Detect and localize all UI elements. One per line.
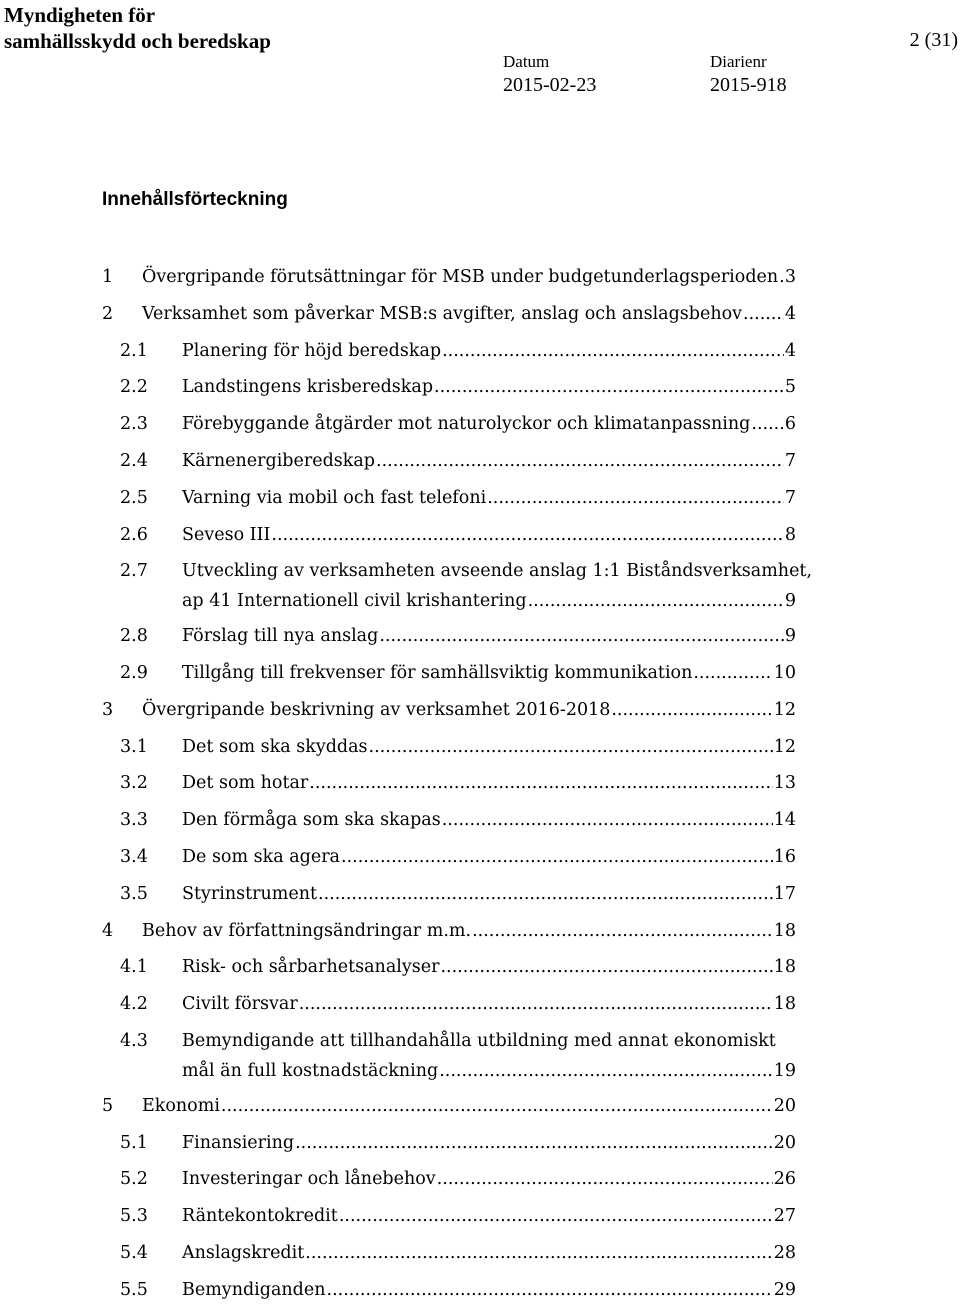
- diarienr-value: 2015-918: [710, 74, 787, 96]
- toc-entry-title: ap 41 Internationell civil krishantering: [182, 591, 527, 611]
- toc-entry-number: 5.5: [120, 1280, 148, 1300]
- toc-entry[interactable]: [120, 732, 796, 762]
- toc-dot-leader: [440, 952, 772, 982]
- toc-dot-leader: [376, 446, 784, 476]
- toc-entry-number: 2.8: [120, 626, 148, 646]
- toc-entry-page: 26: [773, 1169, 796, 1189]
- toc-entry[interactable]: [102, 1091, 796, 1121]
- diarienr-block: [710, 52, 787, 98]
- toc-entry-title: Risk- och sårbarhetsanalyser: [182, 957, 440, 977]
- toc-dot-leader: [611, 695, 772, 725]
- toc-dot-leader: [693, 658, 772, 688]
- toc-entry-page: 13: [773, 773, 796, 793]
- toc-entry-number: 2.4: [120, 451, 148, 471]
- page-number: 2 (31): [909, 29, 958, 51]
- toc-entry-title-line1: Bemyndigande att tillhandahålla utbildning med annat ekonomiskt: [182, 1031, 776, 1051]
- toc-entry-page: 20: [773, 1096, 796, 1116]
- toc-entry[interactable]: [120, 1026, 796, 1086]
- toc-entry-number: 2.3: [120, 414, 148, 434]
- toc-entry-page: 18: [773, 957, 796, 977]
- toc-entry[interactable]: [120, 483, 796, 513]
- toc-entry[interactable]: [120, 842, 796, 872]
- toc-entry-title: Anslagskredit: [182, 1243, 305, 1263]
- toc-entry-number: 3.3: [120, 810, 148, 830]
- toc-entry-number: 5.4: [120, 1243, 148, 1263]
- toc-entry-number: 1: [102, 267, 114, 287]
- toc-entry[interactable]: [120, 520, 796, 550]
- toc-entry-page: 14: [773, 810, 796, 830]
- toc-entry-page: 5: [784, 377, 796, 397]
- toc-entry-title-line1: Utveckling av verksamheten avseende anslag 1:1 Biståndsverksamhet,: [182, 561, 813, 581]
- toc-entry-page: 12: [773, 737, 796, 757]
- toc-entry[interactable]: [102, 695, 796, 725]
- toc-dot-leader: [309, 768, 772, 798]
- toc-entry-title: Finansiering: [182, 1133, 295, 1153]
- toc-entry-page: 18: [773, 994, 796, 1014]
- toc-entry-page: 10: [773, 663, 796, 683]
- toc-entry-number: 2.1: [120, 341, 148, 361]
- toc-entry-number: 3.1: [120, 737, 148, 757]
- toc-entry[interactable]: [120, 372, 796, 402]
- toc-entry-title: Tillgång till frekvenser för samhällsviktig kommunikation: [182, 663, 693, 683]
- toc-entry-number: 5.1: [120, 1133, 148, 1153]
- toc-dot-leader: [221, 1091, 773, 1121]
- diarienr-label: Diarienr: [710, 52, 767, 71]
- toc-entry[interactable]: [120, 879, 796, 909]
- toc-entry-number: 2.2: [120, 377, 148, 397]
- toc-entry-number: 2.7: [120, 561, 148, 581]
- toc-entry-title: Det som ska skyddas: [182, 737, 368, 757]
- toc-entry-page: 8: [784, 525, 796, 545]
- toc-entry-title: Övergripande förutsättningar för MSB under budgetunderlagsperioden: [142, 267, 779, 287]
- toc-entry[interactable]: [102, 299, 796, 329]
- toc-entry-page: 12: [773, 700, 796, 720]
- toc-entry-number: 5: [102, 1096, 114, 1116]
- toc-entry-page: 17: [773, 884, 796, 904]
- toc-entry-title: Det som hotar: [182, 773, 309, 793]
- toc-entry-number: 4: [102, 921, 114, 941]
- toc-dot-leader: [472, 916, 773, 946]
- toc-dot-leader: [439, 1056, 773, 1086]
- toc-dot-leader: [442, 805, 773, 835]
- toc-entry-title: Övergripande beskrivning av verksamhet 2016-2018: [142, 700, 611, 720]
- toc-dot-leader: [379, 621, 784, 651]
- toc-dot-leader: [271, 520, 783, 550]
- toc-entry-page: 18: [773, 921, 796, 941]
- toc-entry[interactable]: [120, 621, 796, 651]
- toc-entry[interactable]: [120, 1238, 796, 1268]
- toc-dot-leader: [295, 1128, 773, 1158]
- toc-entry[interactable]: [102, 262, 796, 292]
- toc-entry-title: De som ska agera: [182, 847, 340, 867]
- toc-entry[interactable]: [120, 446, 796, 476]
- toc-entry-title: Behov av författningsändringar m.m.: [142, 921, 472, 941]
- toc-entry-number: 5.3: [120, 1206, 148, 1226]
- toc-entry-page: 19: [773, 1061, 796, 1081]
- toc-dot-leader: [751, 409, 783, 439]
- toc-dot-leader: [442, 336, 784, 366]
- toc-entry-title: Förslag till nya anslag: [182, 626, 379, 646]
- toc-entry-number: 3: [102, 700, 114, 720]
- datum-value: 2015-02-23: [503, 74, 597, 96]
- toc-dot-leader: [434, 372, 784, 402]
- organization-name-line2: samhällsskydd och beredskap: [4, 29, 271, 53]
- toc-entry-page: 4: [784, 304, 796, 324]
- toc-entry-number: 3.4: [120, 847, 148, 867]
- toc-dot-leader: [779, 262, 784, 292]
- toc-entry[interactable]: [120, 989, 796, 1019]
- toc-entry-page: 29: [773, 1280, 796, 1300]
- organization-name-line1: Myndigheten för: [4, 3, 156, 27]
- toc-entry[interactable]: [120, 952, 796, 982]
- toc-dot-leader: [369, 732, 773, 762]
- toc-entry-title: Förebyggande åtgärder mot naturolyckor och klimatanpassning: [182, 414, 751, 434]
- toc-entry-number: 3.5: [120, 884, 148, 904]
- organization-name: [4, 2, 271, 54]
- toc-entry[interactable]: [120, 768, 796, 798]
- toc-entry[interactable]: [120, 409, 796, 439]
- toc-entry[interactable]: [120, 556, 813, 616]
- toc-entry-title: Ekonomi: [142, 1096, 220, 1116]
- toc-entry-page: 4: [784, 341, 796, 361]
- toc-entry-title: Styrinstrument: [182, 884, 318, 904]
- toc-entry-title: Bemyndiganden: [182, 1280, 326, 1300]
- toc-entry-number: 2.5: [120, 488, 148, 508]
- toc-entry-title: Landstingens krisberedskap: [182, 377, 434, 397]
- toc-entry-page: 7: [784, 451, 796, 471]
- toc-entry-page: 6: [784, 414, 796, 434]
- toc-entry-number: 4.1: [120, 957, 148, 977]
- datum-block: [503, 52, 596, 98]
- toc-entry[interactable]: [102, 916, 796, 946]
- toc-entry-number: 2.9: [120, 663, 148, 683]
- toc-entry-title: Den förmåga som ska skapas: [182, 810, 441, 830]
- toc-entry[interactable]: [120, 1164, 796, 1194]
- toc-entry-number: 4.3: [120, 1031, 148, 1051]
- toc-entry-page: 9: [784, 591, 796, 611]
- toc-entry-number: 3.2: [120, 773, 148, 793]
- toc-entry-title: Investeringar och lånebehov: [182, 1169, 436, 1189]
- toc-entry-number: 4.2: [120, 994, 148, 1014]
- toc-dot-leader: [339, 1201, 773, 1231]
- toc-entry-number: 2.6: [120, 525, 148, 545]
- toc-dot-leader: [528, 586, 784, 616]
- toc-entry-number: 5.2: [120, 1169, 148, 1189]
- toc-entry-title: mål än full kostnadstäckning: [182, 1061, 439, 1081]
- toc-entry-title: Planering för höjd beredskap: [182, 341, 442, 361]
- toc-dot-leader: [305, 1238, 772, 1268]
- toc-entry[interactable]: [120, 805, 796, 835]
- toc-entry-page: 9: [784, 626, 796, 646]
- toc-entry-title: Kärnenergiberedskap: [182, 451, 375, 471]
- toc-entry-page: 28: [773, 1243, 796, 1263]
- toc-entry-title: Verksamhet som påverkar MSB:s avgifter, anslag och anslagsbehov: [142, 304, 743, 324]
- toc-entry[interactable]: [120, 658, 796, 688]
- toc-entry-page: 27: [773, 1206, 796, 1226]
- toc-entry[interactable]: [120, 336, 796, 366]
- toc-title: Innehållsförteckning: [102, 189, 288, 210]
- toc-entry[interactable]: [120, 1201, 796, 1231]
- toc-entry-page: 20: [773, 1133, 796, 1153]
- datum-label: Datum: [503, 52, 550, 71]
- toc-entry-page: 16: [773, 847, 796, 867]
- toc-entry-title: Seveso III: [182, 525, 271, 545]
- toc-entry-title: Varning via mobil och fast telefoni: [182, 488, 487, 508]
- toc-dot-leader: [299, 989, 773, 1019]
- toc-entry-number: 2: [102, 304, 114, 324]
- toc-dot-leader: [341, 842, 773, 872]
- toc-dot-leader: [487, 483, 784, 513]
- toc-entry-page: 3: [784, 267, 796, 287]
- toc-entry-title: Civilt försvar: [182, 994, 298, 1014]
- toc-dot-leader: [743, 299, 784, 329]
- toc-entry-title: Räntekontokredit: [182, 1206, 338, 1226]
- toc-dot-leader: [318, 879, 773, 909]
- toc-entry-page: 7: [784, 488, 796, 508]
- toc-dot-leader: [437, 1164, 773, 1194]
- toc-entry[interactable]: [120, 1128, 796, 1158]
